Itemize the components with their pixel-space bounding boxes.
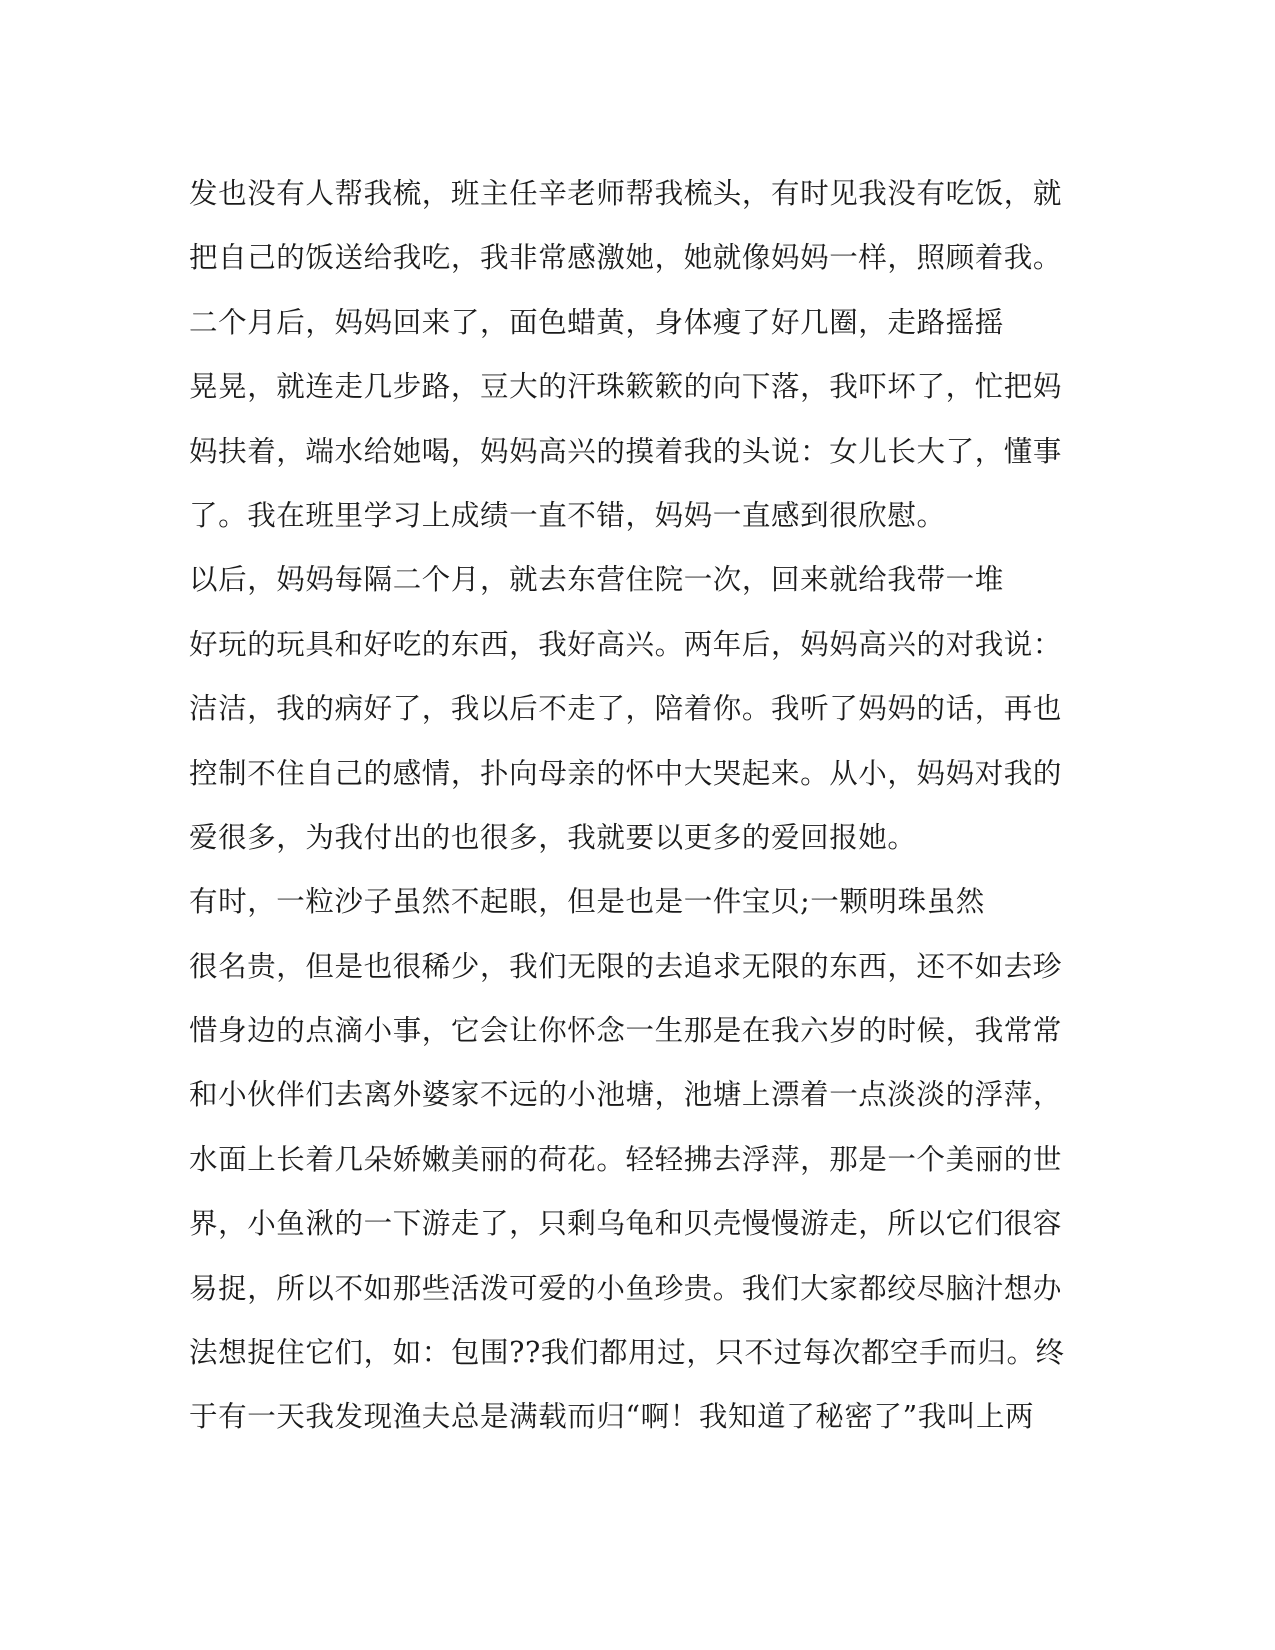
- text-line: 法想捉住它们，如：包围??我们都用过，只不过每次都空手而归。终: [189, 1336, 1065, 1370]
- text-line: 水面上长着几朵娇嫩美丽的荷花。轻轻拂去浮萍，那是一个美丽的世: [189, 1142, 1063, 1176]
- text-line: 了。我在班里学习上成绩一直不错，妈妈一直感到很欣慰。: [189, 498, 946, 532]
- text-line: 好玩的玩具和好吃的东西，我好高兴。两年后，妈妈高兴的对我说：: [189, 627, 1063, 661]
- text-line: 把自己的饭送给我吃，我非常感激她，她就像妈妈一样，照顾着我。: [189, 241, 1063, 275]
- text-line: 有时，一粒沙子虽然不起眼，但是也是一件宝贝;一颗明珠虽然: [189, 885, 985, 919]
- text-line: 控制不住自己的感情，扑向母亲的怀中大哭起来。从小，妈妈对我的: [189, 756, 1063, 790]
- text-line: 晃晃，就连走几步路，豆大的汗珠簌簌的向下落，我吓坏了，忙把妈: [189, 370, 1063, 404]
- text-line: 发也没有人帮我梳，班主任辛老师帮我梳头，有时见我没有吃饭，就: [189, 177, 1063, 210]
- text-line: 于有一天我发现渔夫总是满载而归“啊！我知道了秘密了”我叫上两: [189, 1400, 1035, 1434]
- text-line: 界，小鱼湫的一下游走了，只剩乌龟和贝壳慢慢游走，所以它们很容: [189, 1207, 1063, 1241]
- text-line: 妈扶着，端水给她喝，妈妈高兴的摸着我的头说：女儿长大了，懂事: [189, 434, 1063, 468]
- text-line: 很名贵，但是也很稀少，我们无限的去追求无限的东西，还不如去珍: [189, 949, 1063, 983]
- text-line: 洁洁，我的病好了，我以后不走了，陪着你。我听了妈妈的话，再也: [189, 692, 1063, 726]
- text-line: 易捉，所以不如那些活泼可爱的小鱼珍贵。我们大家都绞尽脑汁想办: [189, 1271, 1063, 1305]
- text-line: 爱很多，为我付出的也很多，我就要以更多的爱回报她。: [189, 820, 917, 854]
- text-line: 二个月后，妈妈回来了，面色蜡黄，身体瘦了好几圈，走路摇摇: [189, 305, 1004, 339]
- text-line: 惜身边的点滴小事，它会让你怀念一生那是在我六岁的时候，我常常: [189, 1014, 1063, 1048]
- text-line: 以后，妈妈每隔二个月，就去东营住院一次，回来就给我带一堆: [189, 563, 1004, 597]
- body-text: [189, 162, 1069, 1450]
- text-line: 和小伙伴们去离外婆家不远的小池塘，池塘上漂着一点淡淡的浮萍，: [189, 1078, 1063, 1112]
